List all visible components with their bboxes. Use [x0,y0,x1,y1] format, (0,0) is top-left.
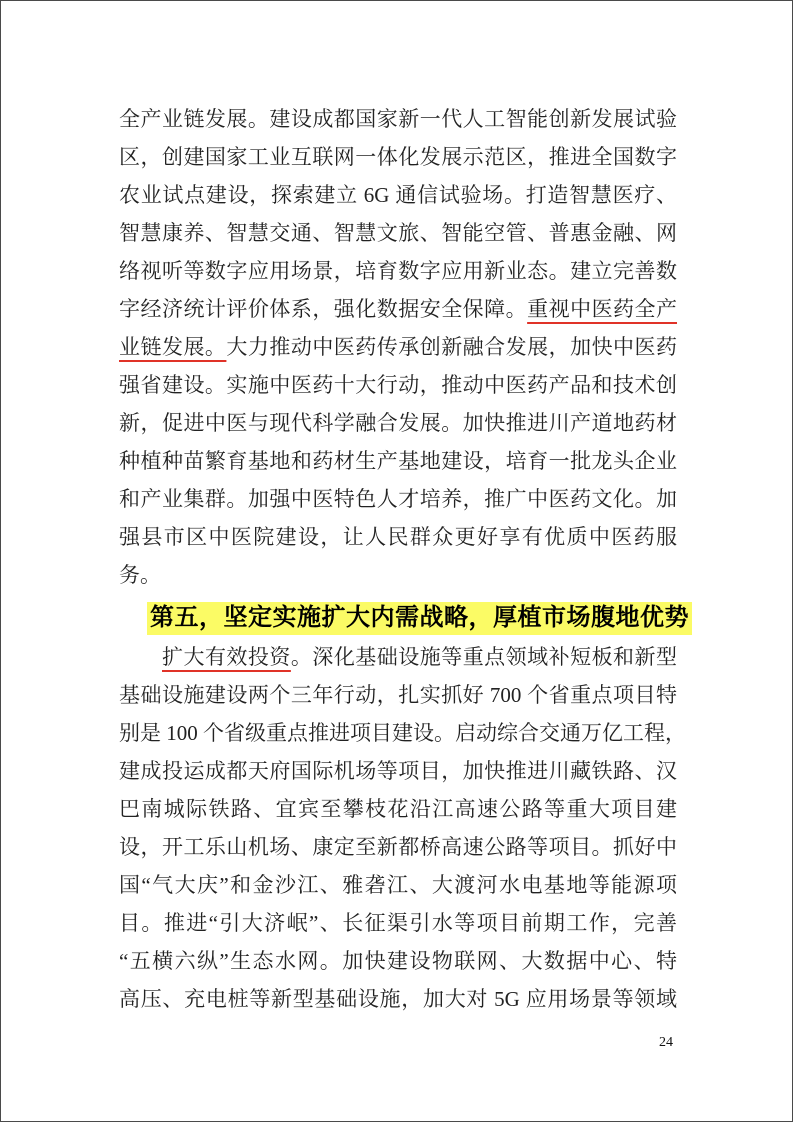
red-underlined-text: 扩大有效投资 [162,645,291,669]
text-line [119,904,677,942]
text-segment: 强省建设。实施中医药十大行动，推动中医药产品和技术创 [119,373,677,397]
page-number: 24 [659,1035,673,1050]
text-line [119,752,677,790]
text-line [119,518,677,556]
text-line [119,480,677,518]
section-heading [147,598,689,638]
text-segment: 农业试点建设，探索建立 6G 通信试验场。打造智慧医疗、 [119,183,677,207]
text-segment: 络视听等数字应用场景，培育数字应用新业态。建立完善数 [119,259,677,283]
text-segment: 。深化基础设施等重点领域补短板和新型 [290,645,678,669]
text-line [119,100,677,138]
text-line [119,866,677,904]
text-segment: 区，创建国家工业互联网一体化发展示范区，推进全国数字 [119,145,677,169]
text-line [119,138,677,176]
document-body [119,100,689,1018]
text-line [119,214,677,252]
text-segment: 智慧康养、智慧交通、智慧文旅、智能空管、普惠金融、网 [119,221,677,245]
text-line [119,942,677,980]
red-underlined-text: 重视中医药全产 [527,297,678,321]
text-segment: 巴南城际铁路、宜宾至攀枝花沿江高速公路等重大项目建 [119,797,677,821]
red-underlined-text: 业链发展。 [119,335,227,359]
text-segment: 全产业链发展。建设成都国家新一代人工智能创新发展试验 [119,107,677,131]
text-segment: 大力推动中医药传承创新融合发展，加快中医药 [226,335,678,359]
text-segment: 新，促进中医与现代科学融合发展。加快推进川产道地药材 [119,411,677,435]
highlighted-heading-text: 第五，坚定实施扩大内需战略，厚植市场腹地优势 [147,602,692,635]
text-segment: 设，开工乐山机场、康定至新都桥高速公路等项目。抓好中 [119,835,677,859]
text-line [119,556,677,594]
text-line [119,252,677,290]
text-line [119,176,677,214]
text-segment: 基础设施建设两个三年行动，扎实抓好 700 个省重点项目特 [119,683,677,707]
text-segment: 字经济统计评价体系，强化数据安全保障。 [119,297,528,321]
text-line [119,714,686,752]
text-line [119,980,677,1018]
text-segment: 务。 [119,563,161,587]
text-segment: 种植种苗繁育基地和药材生产基地建设，培育一批龙头企业 [119,449,677,473]
text-segment: 建成投运成都天府国际机场等项目，加快推进川藏铁路、汉 [119,759,677,783]
text-line [119,676,677,714]
text-segment: 和产业集群。加强中医特色人才培养，推广中医药文化。加 [119,487,677,511]
text-segment: 高压、充电桩等新型基础设施，加大对 5G 应用场景等领域 [119,987,677,1011]
text-line [119,366,677,404]
text-line [119,328,677,366]
text-line [119,404,677,442]
text-segment: 国“气大庆”和金沙江、雅砻江、大渡河水电基地等能源项 [119,873,677,897]
text-line [119,828,677,866]
text-line [119,290,677,328]
text-line [119,790,677,828]
text-segment: “五横六纵”生态水网。加快建设物联网、大数据中心、特 [119,949,677,973]
text-line [119,638,677,676]
text-segment: 目。推进“引大济岷”、长征渠引水等项目前期工作，完善 [119,911,677,935]
text-line [119,442,677,480]
text-segment: 别是 100 个省级重点推进项目建设。启动综合交通万亿工程， [119,721,686,745]
text-segment: 强县市区中医院建设，让人民群众更好享有优质中医药服 [119,525,677,549]
